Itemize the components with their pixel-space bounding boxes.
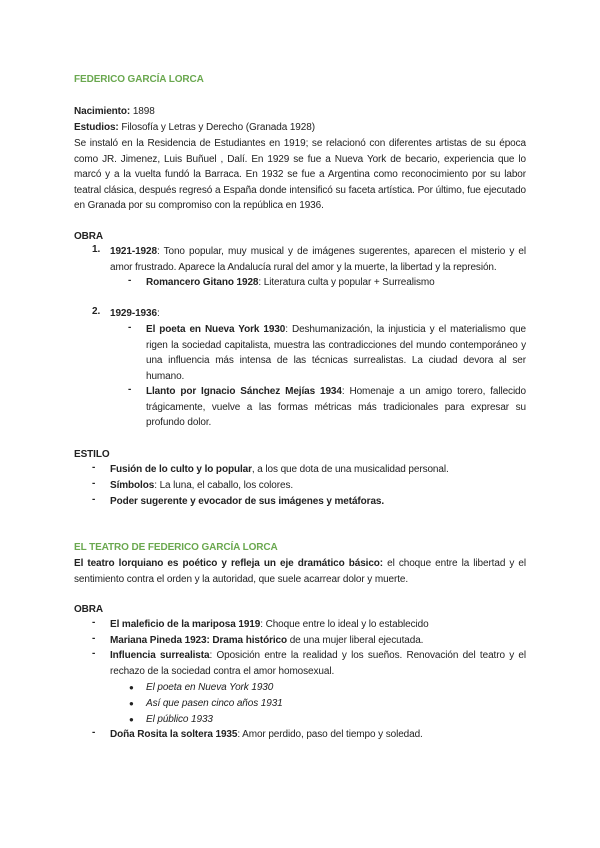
estilo-item-1-bold: Fusión de lo culto y lo popular bbox=[110, 464, 252, 475]
llanto-text: : Homenaje a un amigo torero, fallecido trágicamente, vuelve a las formas métricas más tradicionales para expresar su profundo dolor. bbox=[146, 386, 526, 429]
birth-label: Nacimiento: bbox=[74, 106, 131, 117]
teatro-obra-2-text: de una mujer liberal ejecutada. bbox=[287, 635, 424, 646]
dash-bullet: - bbox=[92, 633, 96, 644]
obra-heading: OBRA bbox=[74, 231, 104, 242]
obra-item-1-number: 1. bbox=[92, 244, 101, 255]
teatro-obra-4-title: Doña Rosita la soltera 1935 bbox=[110, 729, 238, 740]
teatro-obra-1-text: : Choque entre lo ideal y lo establecido bbox=[260, 619, 429, 630]
poeta-nueva-york-title: El poeta en Nueva York 1930 bbox=[146, 324, 286, 335]
round-bullet-icon: ● bbox=[129, 715, 134, 724]
estilo-item-1-text: , a los que dota de una musicalidad personal. bbox=[251, 464, 449, 475]
teatro-obra-4 bbox=[110, 727, 423, 743]
teatro-obra-1 bbox=[110, 617, 429, 633]
dash-bullet: - bbox=[92, 494, 96, 505]
estilo-item-2 bbox=[110, 478, 293, 494]
dash-bullet: - bbox=[92, 727, 96, 738]
birth-value: 1898 bbox=[130, 106, 155, 117]
teatro-obra-3-title: Influencia surrealista bbox=[110, 650, 210, 661]
teatro-obra-2 bbox=[110, 633, 423, 649]
romancero-gitano-title: Romancero Gitano 1928 bbox=[146, 277, 259, 288]
teatro-obra-1-title: El maleficio de la mariposa 1919 bbox=[110, 619, 261, 630]
teatro-obra-heading: OBRA bbox=[74, 604, 104, 615]
teatro-obra-3 bbox=[110, 648, 526, 679]
dash-bullet: - bbox=[92, 617, 96, 628]
obra-item-2-sub-1 bbox=[146, 322, 526, 384]
dash-bullet: - bbox=[92, 648, 96, 659]
obra-item-2-number: 2. bbox=[92, 306, 101, 317]
teatro-obra-3-text: : Oposición entre la realidad y los sueños. Renovación del teatro y el rechazo de la sociedad contra el amor homosexual. bbox=[110, 650, 526, 677]
obra-item-1-text: : Tono popular, muy musical y de imágenes sugerentes, aparecen el misterio y el amor frustrado. Aparece la Andalucía rural del amor y la muerte, la libertad y la represión. bbox=[110, 246, 526, 273]
romancero-gitano-text: : Literatura culta y popular + Surrealismo bbox=[258, 277, 435, 288]
birth-line bbox=[74, 104, 526, 120]
estilo-item-3 bbox=[110, 494, 384, 510]
section-title-teatro: EL TEATRO DE FEDERICO GARCÍA LORCA bbox=[74, 542, 278, 553]
obra-item-1-period: 1921-1928 bbox=[110, 246, 157, 257]
estilo-heading: ESTILO bbox=[74, 449, 110, 460]
studies-label: Estudios: bbox=[74, 122, 119, 133]
round-bullet-icon: ● bbox=[129, 699, 134, 708]
dash-bullet: - bbox=[128, 384, 132, 395]
estilo-item-2-bold: Símbolos bbox=[110, 480, 155, 491]
teatro-intro-text: el choque entre la libertad y el sentimiento contra el orden y la autoridad, que suele acarrear dolor y muerte. bbox=[74, 558, 526, 585]
llanto-title: Llanto por Ignacio Sánchez Mejías 1934 bbox=[146, 386, 342, 397]
poeta-nueva-york-text: : Deshumanización, la injusticia y el materialismo que rigen la sociedad capitalista, muestra las contradicciones del mundo contemporáneo y una influencia más intensa de las técnicas surrealistas. La ciudad devora al ser humano. bbox=[146, 324, 526, 382]
obra-item-1-sub-1 bbox=[146, 275, 526, 291]
section-title-lorca: FEDERICO GARCÍA LORCA bbox=[74, 74, 204, 85]
studies-value: Filosofía y Letras y Derecho (Granada 1928) bbox=[118, 122, 315, 133]
estilo-item-2-text: : La luna, el caballo, los colores. bbox=[154, 480, 294, 491]
obra-item-2-sub-2 bbox=[146, 384, 526, 431]
studies-line bbox=[74, 120, 526, 136]
teatro-intro-bold: El teatro lorquiano es poético y refleja un eje dramático básico: bbox=[74, 558, 384, 569]
obra-item-2-text: : bbox=[156, 308, 160, 319]
dash-bullet: - bbox=[128, 322, 132, 333]
teatro-intro bbox=[74, 556, 526, 587]
surrealist-work-3: El público 1933 bbox=[146, 714, 213, 725]
teatro-obra-2-title: Mariana Pineda 1923: Drama histórico bbox=[110, 635, 288, 646]
dash-bullet: - bbox=[92, 462, 96, 473]
surrealist-work-1: El poeta en Nueva York 1930 bbox=[146, 682, 274, 693]
teatro-obra-4-text: : Amor perdido, paso del tiempo y soledad. bbox=[237, 729, 423, 740]
surrealist-work-2: Así que pasen cinco años 1931 bbox=[146, 698, 283, 709]
obra-item-1 bbox=[110, 244, 526, 275]
round-bullet-icon: ● bbox=[129, 683, 134, 692]
obra-item-2 bbox=[110, 306, 510, 322]
dash-bullet: - bbox=[92, 478, 96, 489]
dash-bullet: - bbox=[128, 275, 132, 286]
estilo-item-3-bold: Poder sugerente y evocador de sus imágenes y metáforas. bbox=[110, 496, 385, 507]
estilo-item-1 bbox=[110, 462, 449, 478]
obra-item-2-period: 1929-1936 bbox=[110, 308, 157, 319]
biography-paragraph: Se instaló en la Residencia de Estudiantes en 1919; se relacionó con diferentes artistas de su época como JR. Jimenez, Luis Buñuel , Dalí. En 1929 se fue a Nueva York de becario, experiencia que lo marcó y a la vuelta fundó la Barraca. En 1932 se fue a Argentina como reconocimiento por su labor teatral clásica, después regresó a España donde intensificó su faceta artística. Por último, fue ejecutado en Granada por su compromiso con la república en 1936. bbox=[74, 138, 526, 212]
